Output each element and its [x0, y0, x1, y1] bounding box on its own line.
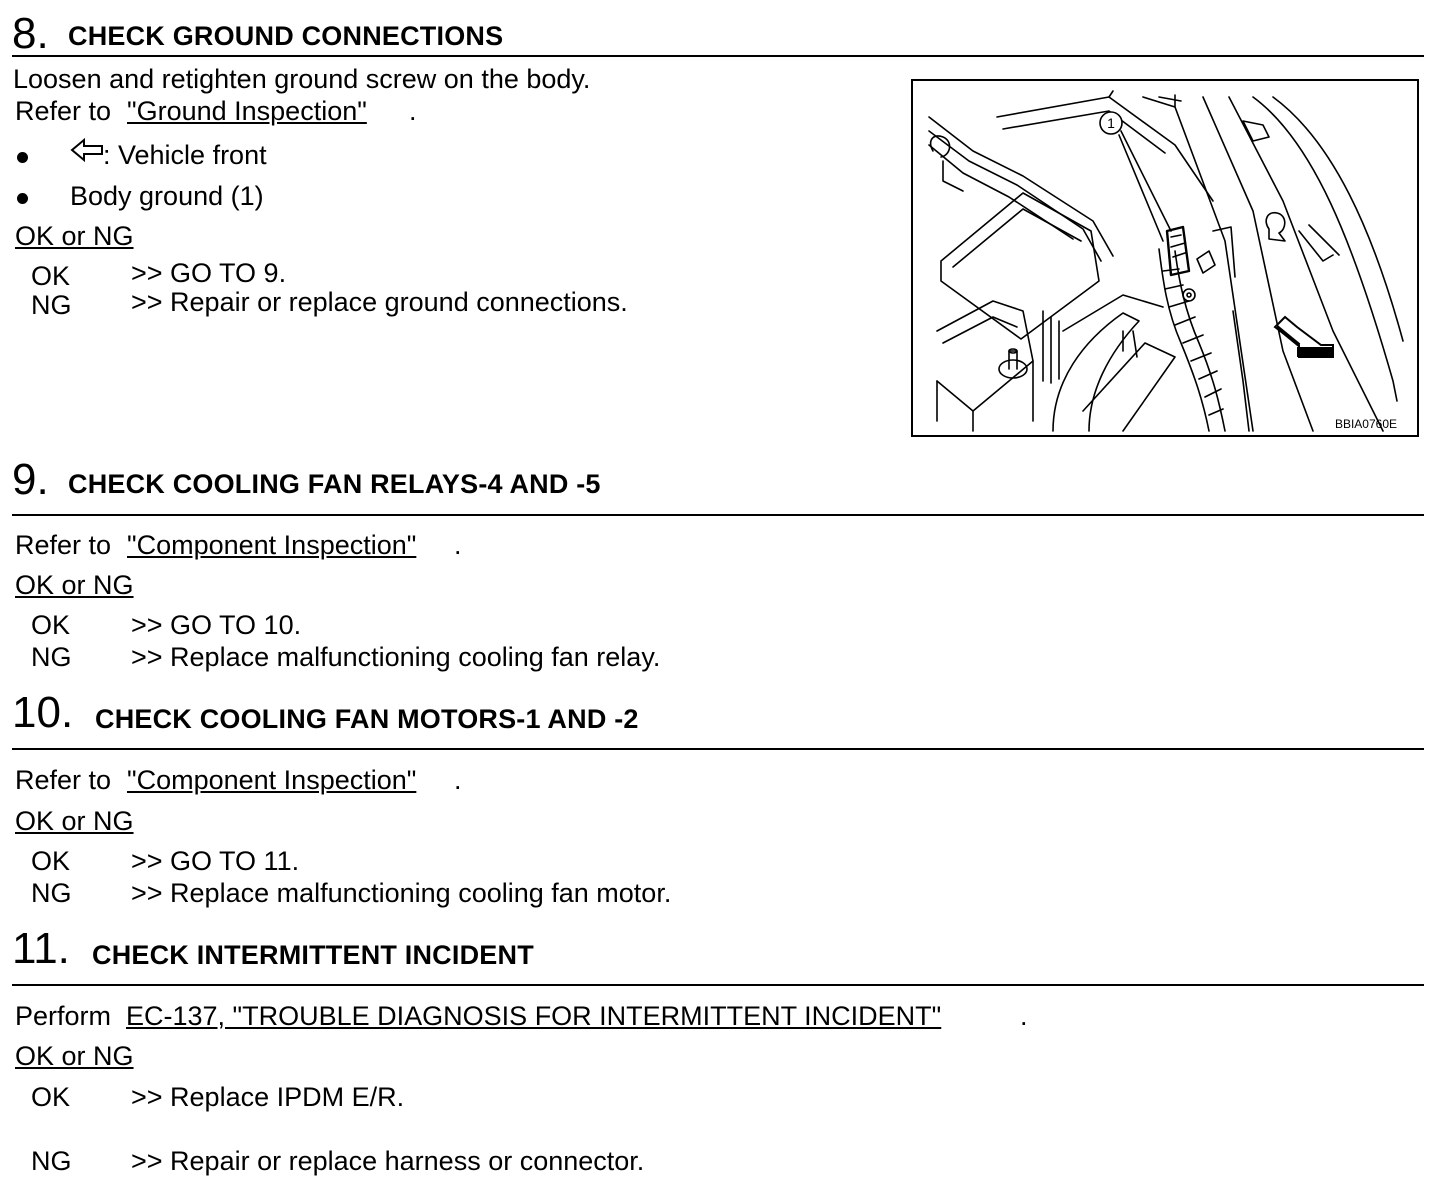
- body-ground-label: Body ground (1): [70, 181, 264, 211]
- intermittent-incident-link[interactable]: EC-137, "TROUBLE DIAGNOSIS FOR INTERMITTENT INCIDENT": [126, 1001, 942, 1031]
- ground-location-figure: [911, 79, 1419, 437]
- ok-or-ng-heading: OK or NG: [15, 221, 134, 251]
- ng-action: >> Repair or replace harness or connector.: [131, 1146, 645, 1176]
- ng-action: >> Repair or replace ground connections.: [131, 287, 628, 317]
- refer-suffix: .: [409, 96, 417, 126]
- section-divider: [12, 55, 1424, 57]
- step-title: CHECK COOLING FAN MOTORS-1 AND -2: [95, 704, 639, 734]
- refer-prefix: Refer to: [15, 765, 112, 795]
- ok-action: >> GO TO 9.: [131, 258, 287, 288]
- step-title: CHECK INTERMITTENT INCIDENT: [92, 940, 534, 970]
- component-inspection-link[interactable]: "Component Inspection": [127, 765, 417, 795]
- refer-suffix: .: [454, 530, 462, 560]
- ok-label: OK: [31, 261, 71, 291]
- ok-label: OK: [31, 1082, 71, 1112]
- ng-action: >> Replace malfunctioning cooling fan relay.: [131, 642, 661, 672]
- perform-prefix: Perform: [15, 1001, 112, 1031]
- step-number: 9.: [12, 455, 49, 504]
- ok-label: OK: [31, 846, 71, 876]
- refer-prefix: Refer to: [15, 96, 112, 126]
- ng-action: >> Replace malfunctioning cooling fan motor.: [131, 878, 672, 908]
- step-number: 11.: [12, 924, 70, 973]
- perform-suffix: .: [1020, 1001, 1028, 1031]
- vehicle-front-label: : Vehicle front: [103, 140, 267, 170]
- callout-number: 1: [1107, 115, 1115, 131]
- ok-label: OK: [31, 610, 71, 640]
- ng-label: NG: [31, 290, 72, 320]
- ok-or-ng-heading: OK or NG: [15, 570, 134, 600]
- bullet-icon: [17, 152, 28, 163]
- figure-code: BBIA0760E: [1334, 417, 1397, 431]
- section-divider: [12, 514, 1424, 516]
- refer-prefix: Refer to: [15, 530, 112, 560]
- ok-or-ng-heading: OK or NG: [15, 806, 134, 836]
- step-number: 10.: [12, 688, 74, 737]
- ok-action: >> GO TO 10.: [131, 610, 302, 640]
- section-divider: [12, 984, 1424, 986]
- ng-label: NG: [31, 1146, 72, 1176]
- section-divider: [12, 748, 1424, 750]
- vehicle-front-arrow-icon: [70, 136, 104, 164]
- component-inspection-link[interactable]: "Component Inspection": [127, 530, 417, 560]
- step-number: 8.: [12, 9, 49, 58]
- ng-label: NG: [31, 878, 72, 908]
- ok-or-ng-heading: OK or NG: [15, 1041, 134, 1071]
- ok-action: >> GO TO 11.: [131, 846, 300, 876]
- engine-bay-illustration: [913, 81, 1417, 435]
- ground-inspection-link[interactable]: "Ground Inspection": [127, 96, 367, 126]
- refer-suffix: .: [454, 765, 462, 795]
- instruction-text: Loosen and retighten ground screw on the body.: [13, 64, 591, 94]
- ng-label: NG: [31, 642, 72, 672]
- ok-action: >> Replace IPDM E/R.: [131, 1082, 405, 1112]
- bullet-icon: [17, 193, 28, 204]
- step-title: CHECK GROUND CONNECTIONS: [68, 21, 504, 51]
- step-title: CHECK COOLING FAN RELAYS-4 AND -5: [68, 469, 601, 499]
